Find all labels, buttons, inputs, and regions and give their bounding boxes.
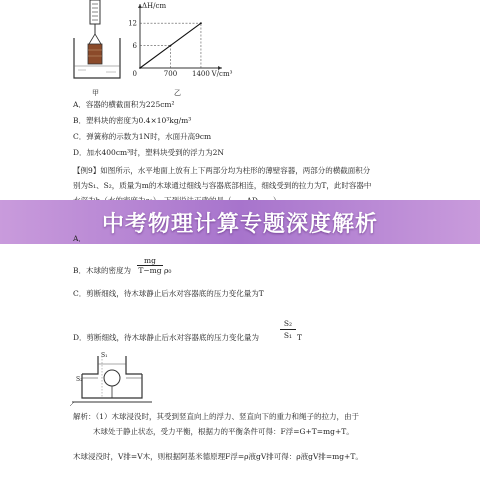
- delta-h-volume-chart: [120, 0, 233, 82]
- y-tick-label: 12: [128, 19, 137, 28]
- x-axis-label: V/cm³: [211, 70, 233, 78]
- label-s1: S₁: [101, 352, 108, 359]
- option-d-frac-top: S₂: [280, 318, 296, 330]
- y-tick-label: 6: [132, 42, 137, 51]
- x-tick-label: 700: [163, 70, 178, 78]
- prev-option-b: B．塑料块的密度为0.4×10³kg/m³: [73, 116, 192, 125]
- option-b-prefix: B．木球的密度为: [73, 266, 132, 275]
- prev-option-d: D．加水400cm³时，塑料块受到的浮力为2N: [73, 148, 224, 157]
- option-b-suffix: ρ₀: [164, 266, 172, 275]
- option-d-prefix: D．剪断细线，待木球静止后水对容器底的压力变化量为: [73, 333, 260, 342]
- y-axis-label: ΔH/cm: [142, 2, 167, 10]
- data-point: [170, 45, 172, 47]
- label-jia: 甲: [92, 89, 99, 97]
- option-d-frac-bottom: S₁: [283, 331, 293, 340]
- figure-jia-drawing: [66, 0, 128, 82]
- analysis-line3: 木球浸没时，V排=V木，则根据阿基米德原理F浮=ρ液gV排可得：ρ液gV排=mg+T。: [73, 452, 363, 461]
- option-b-frac-top: mg: [137, 256, 163, 266]
- data-point: [139, 67, 141, 69]
- example9-option-a: A．: [73, 234, 86, 243]
- data-point: [200, 22, 202, 24]
- option-d-suffix: T: [297, 333, 303, 342]
- analysis-line2: 木球处于静止状态，受力平衡，根据力的平衡条件可得：F浮=G+T=mg+T。: [93, 427, 354, 436]
- prev-option-c: C．弹簧称的示数为1N时，水面升高9cm: [73, 132, 212, 141]
- banner-title: 中考物理计算专题深度解析: [101, 211, 378, 237]
- label-s2: S₂: [76, 376, 83, 383]
- prev-option-a: A．容器的横截面积为225cm²: [73, 100, 175, 109]
- option-b-frac-bottom: T−mg: [138, 266, 162, 275]
- container-ball-figure: [72, 352, 152, 404]
- label-yi: 乙: [174, 89, 181, 97]
- analysis-line1: 解析：（1）木球浸没时，其受到竖直向上的浮力、竖直向下的重力和绳子的拉力，由于: [73, 412, 360, 421]
- example9-option-b: [73, 266, 131, 276]
- x-tick-label: 1400: [192, 70, 210, 78]
- origin-label: 0: [132, 70, 137, 78]
- example9-line2: 别为S₁、S₂，质量为m的木球通过细线与容器底部相连，细线受到的拉力为T，此时容器中: [73, 181, 372, 190]
- example9-option-c: C．剪断细线，待木球静止后水对容器底的压力变化量为T: [73, 289, 264, 298]
- option-b-fraction: [137, 256, 163, 275]
- option-d-fraction: [280, 318, 296, 341]
- example9-line1: 【例9】如图所示，水平地面上放有上下两部分均为柱形的薄壁容器，两部分的横截面积分: [73, 166, 371, 175]
- title-banner: [0, 200, 480, 244]
